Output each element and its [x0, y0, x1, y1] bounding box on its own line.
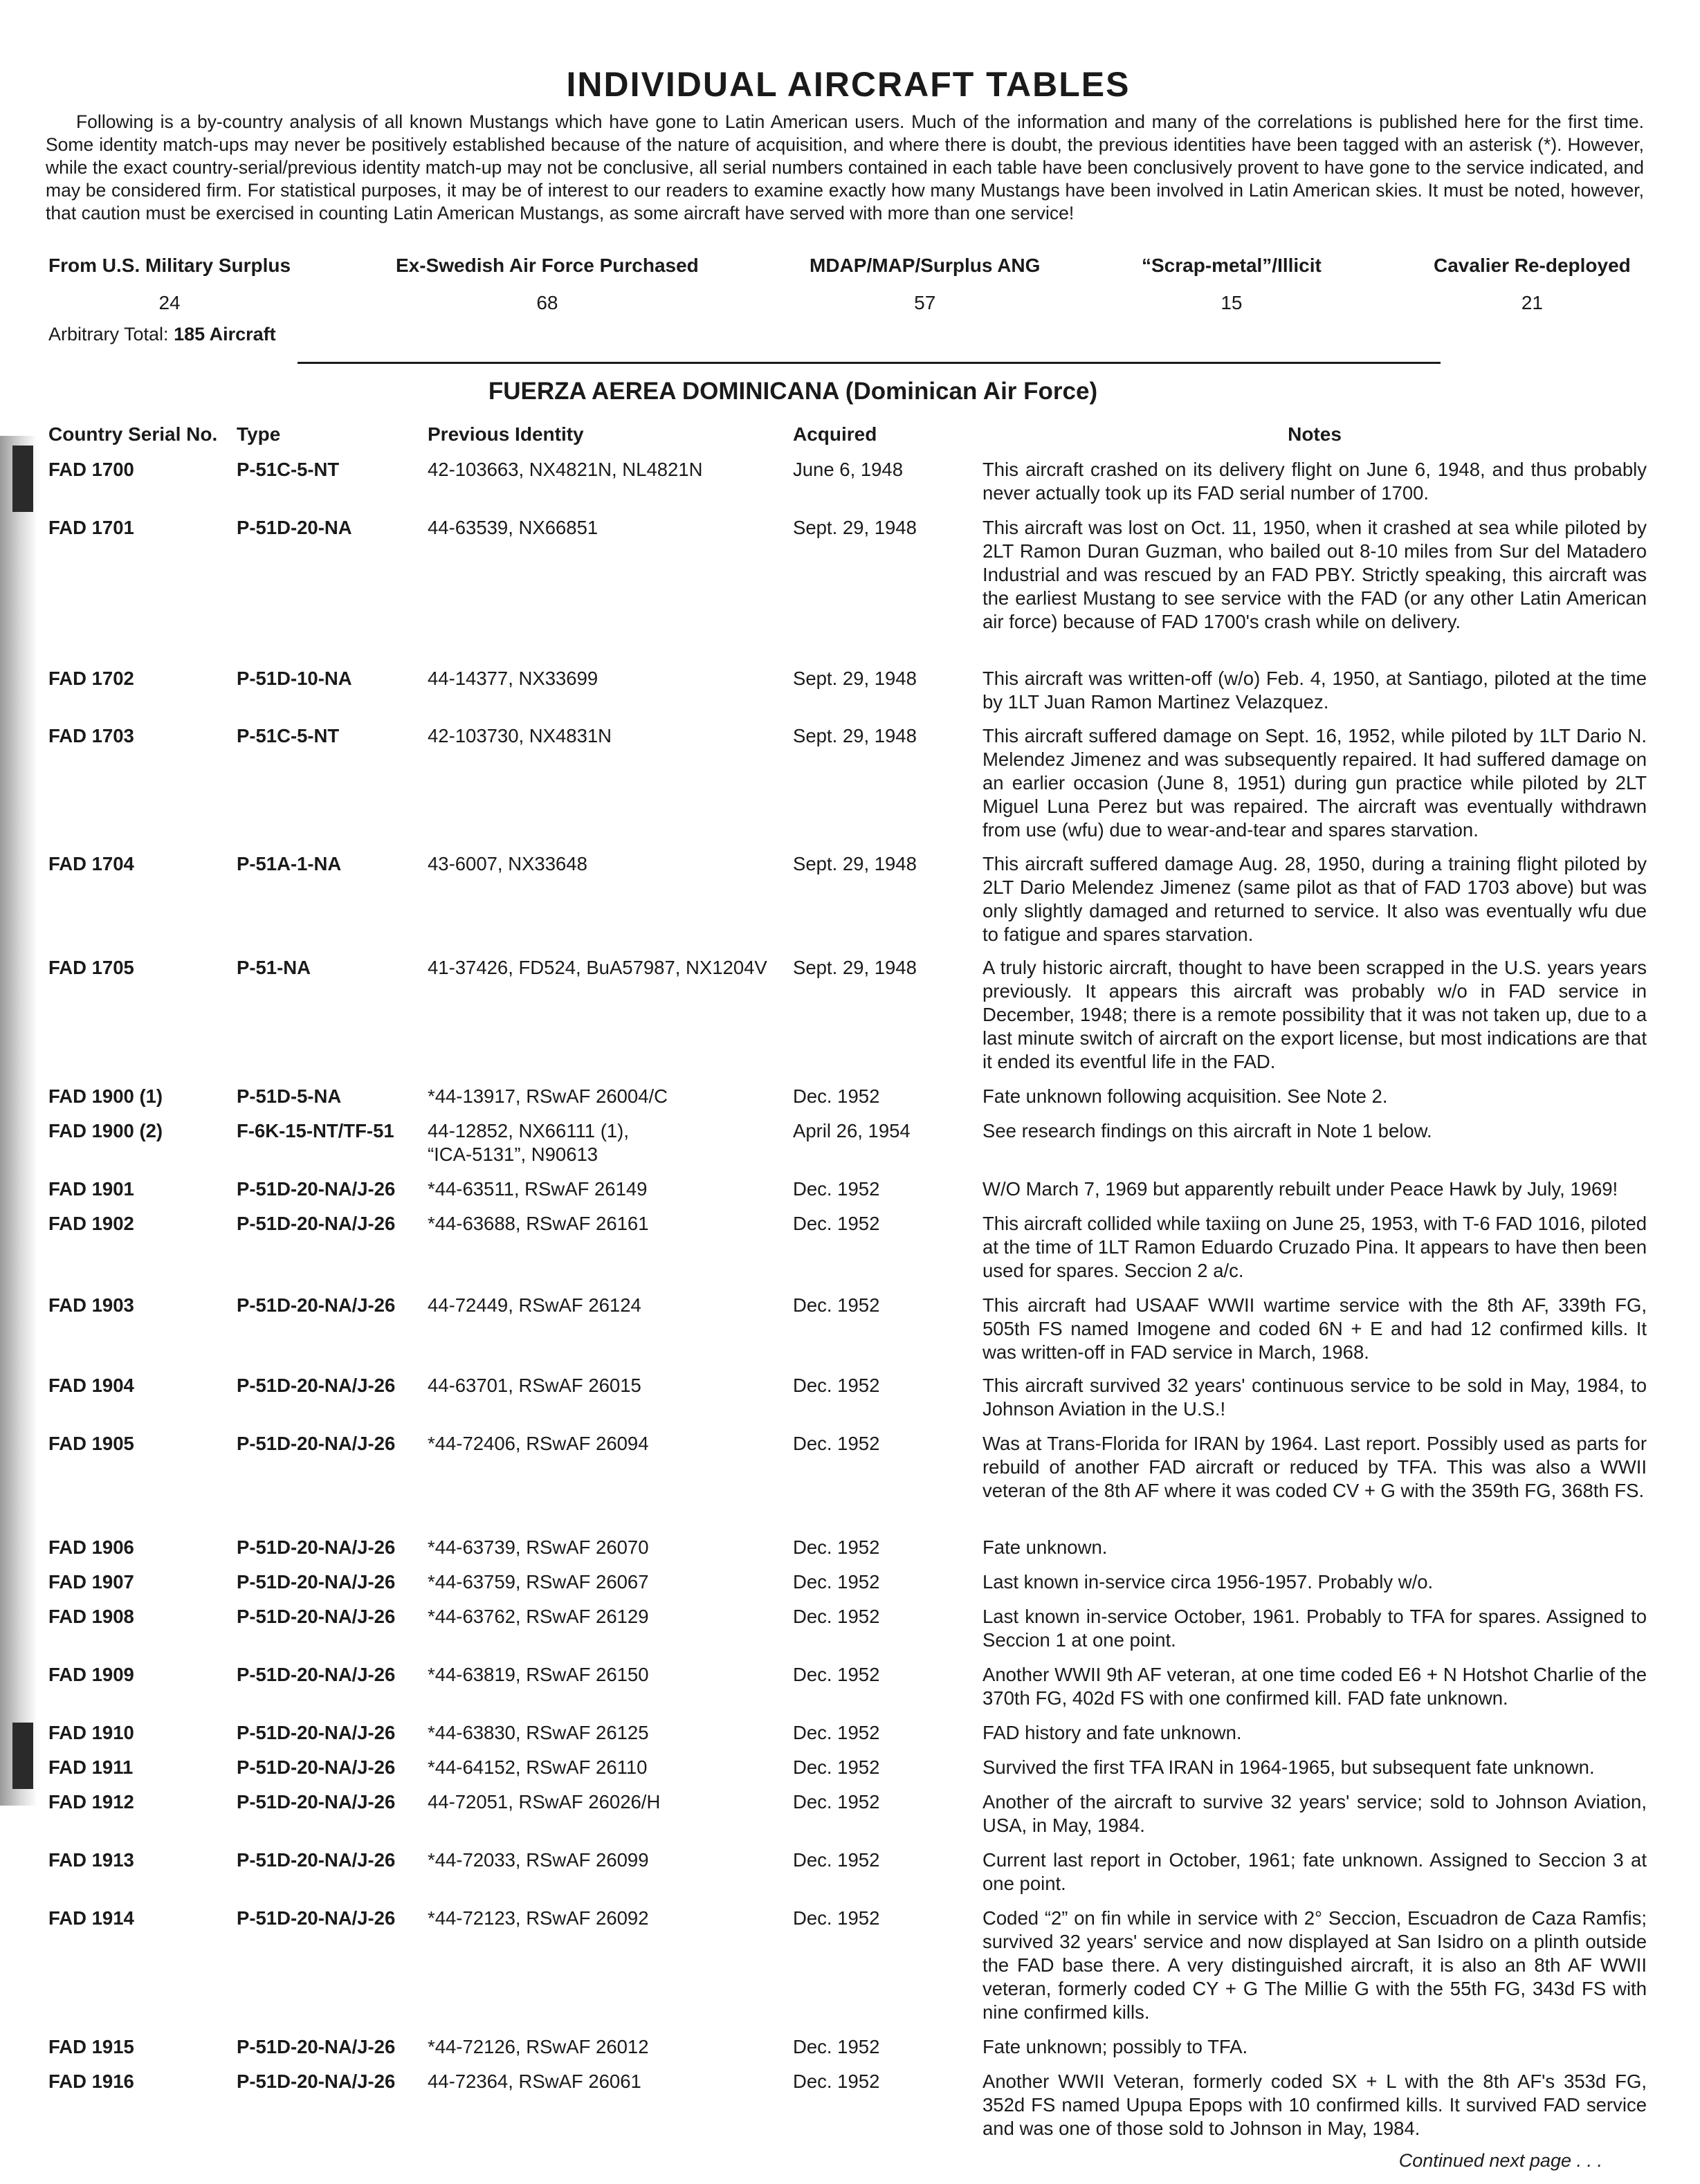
cell-type: P-51D-20-NA/J-26 [237, 1849, 396, 1871]
cell-type: P-51D-20-NA [237, 517, 352, 538]
cell-type: P-51D-20-NA/J-26 [237, 2071, 396, 2092]
cell-acquired: Dec. 1952 [793, 1536, 880, 1558]
stat-count: 15 [1221, 292, 1243, 313]
cell-notes: Last known in-service circa 1956-1957. Probably w/o. [982, 1571, 1434, 1593]
page-title: INDIVIDUAL AIRCRAFT TABLES [566, 65, 1131, 104]
cell-notes: This aircraft was lost on Oct. 11, 1950, when it crashed at sea while piloted by 2LT Ramon Duran Guzman, who bailed out 8-10 miles from Sur del Matadero Industrial and was rescued by an FAD PBY. Strictly speaking, this aircraft was the earliest Mustang to see service with the FAD (or any other Latin American air force) because of FAD 1700's crash while on delivery. [982, 517, 1647, 632]
cell-previous: *44-64152, RSwAF 26110 [428, 1756, 648, 1778]
cell-type: P-51D-20-NA/J-26 [237, 1213, 396, 1234]
cell-notes: Another WWII Veteran, formerly coded SX + L with the 8th AF's 353d FG, 352d FS named Upupa Epops with 10 confirmed kills. It survived FAD service and was one of those sold to Johnson in May, 1984. [982, 2071, 1647, 2139]
cell-acquired: Dec. 1952 [793, 1571, 880, 1593]
cell-previous: *44-63762, RSwAF 26129 [428, 1606, 649, 1627]
cell-acquired: Sept. 29, 1948 [793, 517, 917, 538]
col-header-acquired: Acquired [793, 423, 877, 445]
intro-paragraph: Following is a by-country analysis of all known Mustangs which have gone to Latin American users. Much of the information and many of the correlations is published here for the first time. Some identity match-ups may never be positively established because of the nature of acquisition, and where there is doubt, the previous identities have been tagged with an asterisk (*). However, while the exact country-serial/previous identity match-up may not be conclusive, all serial numbers contained in each table have been conclusively provent to have gone to the service indicated, and may be considered firm. For statistical purposes, it may be of interest to our readers to examine exactly how many Mustangs have been involved in Latin American skies. It must be noted, however, that caution must be exercised in counting Latin American Mustangs, as some aircraft have served with more than one service! [46, 111, 1644, 223]
cell-serial: FAD 1902 [48, 1213, 134, 1234]
cell-notes: A truly historic aircraft, thought to have been scrapped in the U.S. years years previously. It appears this aircraft was probably w/o in FAD service in December, 1948; there is a remote possibility that it was not taken up, due to a last minute switch of aircraft on the export license, but most indications are that it ended its eventful life in the FAD. [982, 957, 1647, 1072]
stat-label: From U.S. Military Surplus [48, 255, 291, 276]
cell-type: P-51D-20-NA/J-26 [237, 1536, 396, 1558]
cell-previous: 44-63701, RSwAF 26015 [428, 1375, 641, 1396]
cell-notes: This aircraft suffered damage Aug. 28, 1950, during a training flight piloted by 2LT Dario Melendez Jimenez (same pilot as that of FAD 1703 above) but was only slightly damaged and returned to service. It also was eventually wfu due to fatigue and spares starvation. [982, 853, 1647, 945]
cell-serial: FAD 1701 [48, 517, 134, 538]
cell-notes: Current last report in October, 1961; fate unknown. Assigned to Seccion 3 at one point. [982, 1849, 1647, 1894]
cell-notes: Coded “2” on fin while in service with 2° Seccion, Escuadron de Caza Ramfis; survived 32 years' service and now displayed at San Isidro on a plinth outside the FAD base there. A very distinguished aircraft, it is also an 8th AF WWII veteran, formerly coded CY + G The Millie G with the 55th FG, 343d FS with nine confirmed kills. [982, 1907, 1647, 2023]
cell-acquired: Dec. 1952 [793, 1722, 880, 1743]
divider [298, 362, 1441, 364]
stat-label: “Scrap-metal”/Illicit [1142, 255, 1322, 276]
cell-acquired: Dec. 1952 [793, 1294, 880, 1316]
scan-mark [12, 446, 33, 512]
cell-serial: FAD 1700 [48, 459, 134, 480]
stat-military-surplus [48, 255, 291, 314]
cell-notes: Fate unknown; possibly to TFA. [982, 2036, 1248, 2057]
cell-acquired: Sept. 29, 1948 [793, 957, 917, 978]
cell-serial: FAD 1906 [48, 1536, 134, 1558]
cell-serial: FAD 1900 (2) [48, 1120, 163, 1141]
cell-acquired: Dec. 1952 [793, 1791, 880, 1813]
cell-serial: FAD 1704 [48, 853, 134, 874]
cell-acquired: April 26, 1954 [793, 1120, 911, 1141]
col-header-notes: Notes [1288, 423, 1342, 445]
cell-acquired: Dec. 1952 [793, 1433, 880, 1454]
cell-serial: FAD 1911 [48, 1756, 134, 1778]
cell-notes: Fate unknown. [982, 1536, 1108, 1558]
cell-acquired: Dec. 1952 [793, 1664, 880, 1685]
cell-serial: FAD 1907 [48, 1571, 134, 1593]
continued-note: Continued next page . . . [1398, 2150, 1602, 2171]
cell-acquired: Sept. 29, 1948 [793, 668, 917, 689]
col-header-previous: Previous Identity [428, 423, 584, 445]
cell-previous: 41-37426, FD524, BuA57987, NX1204V [428, 957, 767, 978]
cell-type: P-51D-20-NA/J-26 [237, 2036, 396, 2057]
cell-previous: 43-6007, NX33648 [428, 853, 587, 874]
cell-type: P-51D-20-NA/J-26 [237, 1756, 396, 1778]
cell-serial: FAD 1702 [48, 668, 134, 689]
cell-acquired: Sept. 29, 1948 [793, 725, 917, 746]
cell-notes: FAD history and fate unknown. [982, 1722, 1242, 1743]
cell-notes: This aircraft crashed on its delivery flight on June 6, 1948, and thus probably never actually took up its FAD serial number of 1700. [982, 459, 1647, 504]
cell-notes: Another of the aircraft to survive 32 years' service; sold to Johnson Aviation, USA, in May, 1984. [982, 1791, 1647, 1836]
stat-count: 68 [536, 292, 558, 313]
cell-type: P-51-NA [237, 957, 311, 978]
cell-previous: 44-72449, RSwAF 26124 [428, 1294, 641, 1316]
cell-type: P-51D-20-NA/J-26 [237, 1571, 396, 1593]
cell-previous: 44-14377, NX33699 [428, 668, 598, 689]
stat-scrap-metal [1142, 255, 1322, 314]
total-line [48, 324, 276, 345]
cell-notes: This aircraft was written-off (w/o) Feb. 4, 1950, at Santiago, piloted at the time by 1LT Juan Ramon Martinez Velazquez. [982, 668, 1647, 713]
cell-type: P-51A-1-NA [237, 853, 342, 874]
stat-swedish-purchased [396, 255, 699, 314]
cell-type: P-51D-10-NA [237, 668, 352, 689]
cell-serial: FAD 1901 [48, 1178, 134, 1200]
cell-type: P-51D-20-NA/J-26 [237, 1664, 396, 1685]
cell-serial: FAD 1910 [48, 1722, 134, 1743]
cell-serial: FAD 1915 [48, 2036, 134, 2057]
cell-serial: FAD 1916 [48, 2071, 134, 2092]
stat-label: Ex-Swedish Air Force Purchased [396, 255, 699, 276]
cell-notes: This aircraft survived 32 years' continuous service to be sold in May, 1984, to Johnson Aviation in the U.S.! [982, 1375, 1647, 1420]
cell-notes: See research findings on this aircraft in Note 1 below. [982, 1120, 1432, 1141]
stat-cavalier [1434, 255, 1631, 314]
stat-mdap [810, 255, 1040, 314]
stat-count: 24 [158, 292, 181, 313]
cell-type: P-51D-20-NA/J-26 [237, 1907, 396, 1929]
cell-type: P-51D-20-NA/J-26 [237, 1178, 396, 1200]
cell-previous: *44-72406, RSwAF 26094 [428, 1433, 649, 1454]
cell-notes: Survived the first TFA IRAN in 1964-1965, but subsequent fate unknown. [982, 1756, 1595, 1778]
cell-serial: FAD 1905 [48, 1433, 134, 1454]
col-header-type: Type [237, 423, 281, 445]
stat-label: MDAP/MAP/Surplus ANG [810, 255, 1041, 276]
stat-count: 21 [1521, 292, 1543, 313]
cell-notes: This aircraft suffered damage on Sept. 16, 1952, while piloted by 1LT Dario N. Melendez Jimenez and was subsequently repaired. It had suffered damage on an earlier occasion (June 8, 1951) during gun practice while piloted by 2LT Miguel Luna Perez but was repaired. The aircraft was eventually withdrawn from use (wfu) due to wear-and-tear and spares starvation. [982, 725, 1647, 841]
cell-acquired: Dec. 1952 [793, 1213, 880, 1234]
cell-type: P-51C-5-NT [237, 459, 340, 480]
cell-type: P-51D-20-NA/J-26 [237, 1791, 396, 1813]
cell-previous: *44-72126, RSwAF 26012 [428, 2036, 649, 2057]
cell-notes: W/O March 7, 1969 but apparently rebuilt under Peace Hawk by July, 1969! [982, 1178, 1618, 1200]
cell-acquired: Dec. 1952 [793, 2036, 880, 2057]
cell-serial: FAD 1900 (1) [48, 1085, 163, 1107]
scan-mark [12, 1723, 33, 1789]
cell-type: P-51D-20-NA/J-26 [237, 1606, 396, 1627]
cell-previous: 42-103730, NX4831N [428, 725, 612, 746]
cell-previous: 44-72364, RSwAF 26061 [428, 2071, 641, 2092]
cell-previous: *44-63511, RSwAF 26149 [428, 1178, 648, 1200]
cell-previous: 44-63539, NX66851 [428, 517, 598, 538]
scan-edge [0, 436, 37, 1806]
cell-acquired: Dec. 1952 [793, 1375, 880, 1396]
cell-notes: This aircraft collided while taxiing on June 25, 1953, with T-6 FAD 1016, piloted at the time of 1LT Ramon Eduardo Cruzado Pina. It appears to have then been used for spares. Seccion 2 a/c. [982, 1213, 1647, 1281]
cell-acquired: Dec. 1952 [793, 2071, 880, 2092]
cell-previous: *44-63688, RSwAF 26161 [428, 1213, 649, 1234]
total-label: Arbitrary Total: [48, 324, 169, 345]
cell-acquired: June 6, 1948 [793, 459, 904, 480]
cell-type: P-51D-20-NA/J-26 [237, 1722, 396, 1743]
cell-acquired: Dec. 1952 [793, 1907, 880, 1929]
section-title: FUERZA AEREA DOMINICANA (Dominican Air Force) [488, 378, 1098, 405]
cell-acquired: Dec. 1952 [793, 1849, 880, 1871]
cell-acquired: Dec. 1952 [793, 1085, 880, 1107]
cell-previous: 44-12852, NX66111 (1), “ICA-5131”, N90613 [428, 1120, 629, 1165]
cell-previous: *44-63739, RSwAF 26070 [428, 1536, 649, 1558]
cell-notes: Was at Trans-Florida for IRAN by 1964. Last report. Possibly used as parts for rebuild of another FAD aircraft or reduced by TFA. This was also a WWII veteran of the 8th AF where it was coded CV + G with the 359th FG, 368th FS. [982, 1433, 1647, 1501]
cell-serial: FAD 1904 [48, 1375, 134, 1396]
cell-previous: 44-72051, RSwAF 26026/H [428, 1791, 661, 1813]
cell-serial: FAD 1914 [48, 1907, 134, 1929]
stat-label: Cavalier Re-deployed [1434, 255, 1631, 276]
cell-previous: *44-72123, RSwAF 26092 [428, 1907, 649, 1929]
cell-type: P-51C-5-NT [237, 725, 340, 746]
cell-notes: Another WWII 9th AF veteran, at one time coded E6 + N Hotshot Charlie of the 370th FG, 402d FS with one confirmed kill. FAD fate unknown. [982, 1664, 1647, 1709]
cell-acquired: Dec. 1952 [793, 1756, 880, 1778]
cell-notes: This aircraft had USAAF WWII wartime service with the 8th AF, 339th FG, 505th FS named Imogene and coded 6N + E and had 12 confirmed kills. It was written-off in FAD service in March, 1968. [982, 1294, 1647, 1363]
cell-previous: *44-63830, RSwAF 26125 [428, 1722, 649, 1743]
cell-type: P-51D-20-NA/J-26 [237, 1375, 396, 1396]
cell-previous: *44-13917, RSwAF 26004/C [428, 1085, 668, 1107]
col-header-serial: Country Serial No. [48, 423, 218, 445]
cell-acquired: Sept. 29, 1948 [793, 853, 917, 874]
cell-previous: *44-63759, RSwAF 26067 [428, 1571, 649, 1593]
cell-previous: *44-72033, RSwAF 26099 [428, 1849, 649, 1871]
cell-previous: 42-103663, NX4821N, NL4821N [428, 459, 703, 480]
cell-serial: FAD 1908 [48, 1606, 134, 1627]
cell-type: F-6K-15-NT/TF-51 [237, 1120, 394, 1141]
cell-serial: FAD 1913 [48, 1849, 134, 1871]
cell-acquired: Dec. 1952 [793, 1606, 880, 1627]
cell-type: P-51D-5-NA [237, 1085, 342, 1107]
cell-notes: Fate unknown following acquisition. See Note 2. [982, 1085, 1388, 1107]
cell-previous: *44-63819, RSwAF 26150 [428, 1664, 649, 1685]
cell-serial: FAD 1703 [48, 725, 134, 746]
cell-serial: FAD 1909 [48, 1664, 134, 1685]
stat-count: 57 [914, 292, 936, 313]
cell-serial: FAD 1912 [48, 1791, 134, 1813]
total-value: 185 Aircraft [174, 324, 276, 345]
cell-notes: Last known in-service October, 1961. Probably to TFA for spares. Assigned to Seccion 1 at one point. [982, 1606, 1647, 1651]
cell-acquired: Dec. 1952 [793, 1178, 880, 1200]
cell-type: P-51D-20-NA/J-26 [237, 1433, 396, 1454]
cell-type: P-51D-20-NA/J-26 [237, 1294, 396, 1316]
cell-serial: FAD 1705 [48, 957, 134, 978]
cell-serial: FAD 1903 [48, 1294, 134, 1316]
